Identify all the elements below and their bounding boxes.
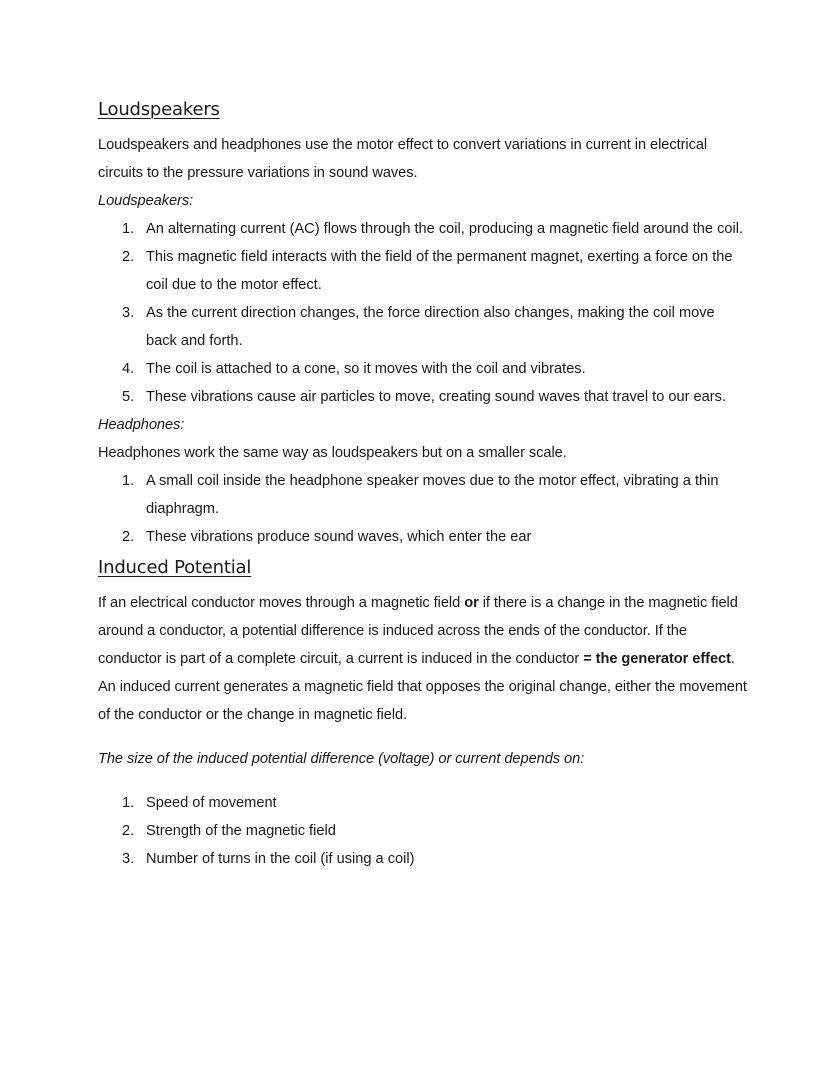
headphones-description: Headphones work the same way as loudspeakers but on a smaller scale. <box>98 445 567 461</box>
list-number: 5. <box>122 389 135 405</box>
list-item <box>98 243 748 299</box>
text-run: If an electrical conductor moves through a magnetic field <box>98 595 465 611</box>
list-number: 4. <box>122 361 135 377</box>
loudspeakers-intro: Loudspeakers and headphones use the motor effect to convert variations in current in electrical circuits to the pressure variations in sound waves. <box>98 137 708 181</box>
list-text: An alternating current (AC) flows through the coil, producing a magnetic field around the coil. <box>146 221 744 237</box>
list-text: Speed of movement <box>146 795 277 811</box>
list-item <box>98 817 748 845</box>
bold-or: or <box>464 595 479 611</box>
list-number: 2. <box>122 249 135 265</box>
loudspeakers-steps-list <box>98 215 748 411</box>
list-text: These vibrations cause air particles to move, creating sound waves that travel to our ears. <box>146 389 726 405</box>
induced-potential-paragraph-1 <box>98 589 748 673</box>
list-number: 3. <box>122 851 135 867</box>
list-item <box>98 845 748 873</box>
list-text: A small coil inside the headphone speaker moves due to the motor effect, vibrating a thin diaphragm. <box>146 473 719 517</box>
spacer <box>98 773 748 789</box>
text-run: if there is a change in the magnetic field around a conductor, a potential difference is induced across the ends of the conductor. If the conductor is part of a complete circuit, a current is induced in the conductor <box>98 595 738 667</box>
text-run: . <box>730 651 735 667</box>
heading-induced-potential: Induced Potential <box>98 557 252 578</box>
list-number: 1. <box>122 795 135 811</box>
list-text: This magnetic field interacts with the field of the permanent magnet, exerting a force on the coil due to the motor effect. <box>146 249 733 293</box>
section-loudspeakers <box>98 96 748 551</box>
list-item <box>98 789 748 817</box>
list-number: 1. <box>122 473 135 489</box>
list-number: 2. <box>122 823 135 839</box>
list-item <box>98 383 748 411</box>
heading-loudspeakers: Loudspeakers <box>98 99 220 120</box>
list-item <box>98 523 748 551</box>
list-text: The coil is attached to a cone, so it moves with the coil and vibrates. <box>146 361 586 377</box>
depends-on-list <box>98 789 748 873</box>
depends-on-label: The size of the induced potential difference (voltage) or current depends on: <box>98 751 585 767</box>
list-text: As the current direction changes, the force direction also changes, making the coil move back and forth. <box>146 305 715 349</box>
list-item <box>98 299 748 355</box>
induced-potential-paragraph-2: An induced current generates a magnetic field that opposes the original change, either the movement of the conductor or the change in magnetic field. <box>98 679 747 723</box>
bold-generator-effect: = the generator effect <box>583 651 731 667</box>
document-page <box>98 96 748 873</box>
headphones-steps-list <box>98 467 748 551</box>
list-text: These vibrations produce sound waves, which enter the ear <box>146 529 532 545</box>
list-item <box>98 355 748 383</box>
subheading-headphones: Headphones: <box>98 417 185 433</box>
list-number: 3. <box>122 305 135 321</box>
list-item <box>98 215 748 243</box>
list-text: Strength of the magnetic field <box>146 823 336 839</box>
subheading-loudspeakers: Loudspeakers: <box>98 193 194 209</box>
section-induced-potential <box>98 554 748 873</box>
list-number: 2. <box>122 529 135 545</box>
list-text: Number of turns in the coil (if using a coil) <box>146 851 415 867</box>
spacer <box>98 729 748 745</box>
list-item <box>98 467 748 523</box>
list-number: 1. <box>122 221 135 237</box>
